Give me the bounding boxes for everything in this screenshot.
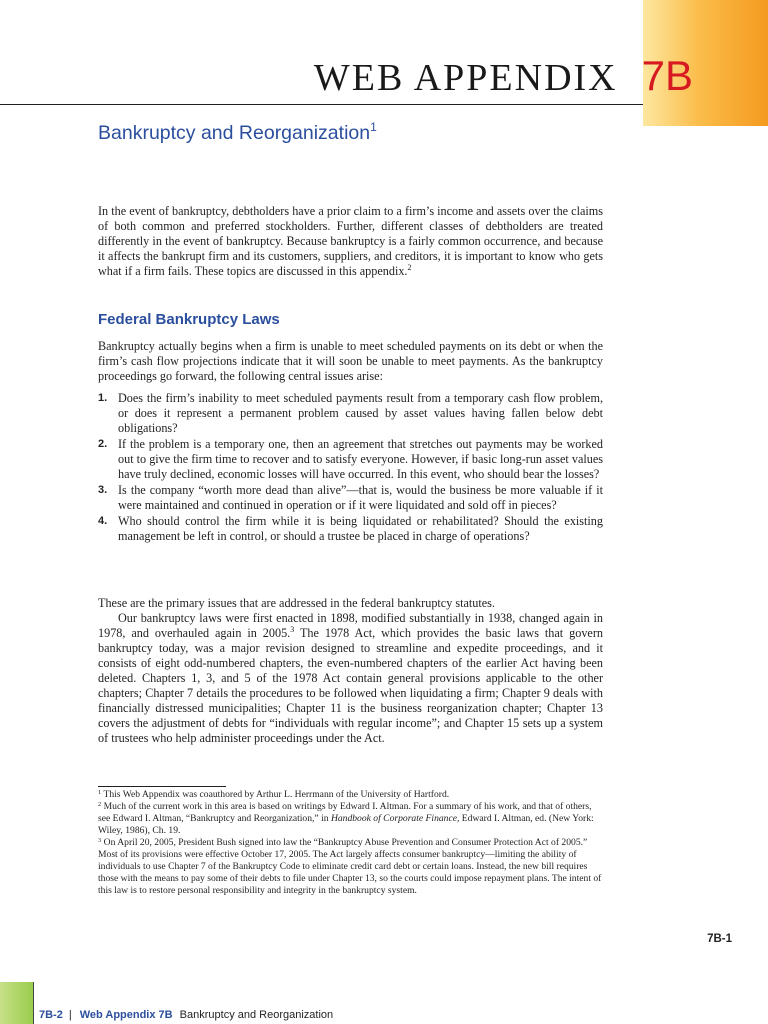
chapter-title xyxy=(98,120,377,145)
history-text-b: The 1978 Act, which provides the basic laws that govern bankruptcy today, was a major revision designed to streamline and expedite proceedings, and it consists of eight odd-numbered chapters, the even-numbered chapters of the earlier Act having been deleted. Chapters 1, 3, and 5 of the 1978 Act contain general provisions applicable to the other chapters; Chapter 7 details the procedures to be followed when liquidating a firm; Chapter 9 deals with financially distressed municipalities; Chapter 11 is the business reorganization chapter; Chapter 13 covers the adjustment of debts for “individuals with regular income”; and Chapter 15 sets up a system of trustees who help administer proceedings under the Act. xyxy=(98,626,603,745)
footer-page-number: 7B-2 xyxy=(39,1009,63,1021)
footnote-mark: 1 xyxy=(98,789,102,796)
footer-divider xyxy=(33,982,34,1024)
footer-title: Bankruptcy and Reorganization xyxy=(179,1009,334,1021)
list-item-number: 1. xyxy=(98,392,108,404)
history-paragraph xyxy=(98,611,603,746)
header-rule xyxy=(0,104,643,105)
footnote-ref-3[interactable]: 3 xyxy=(290,625,295,634)
footnote-1-text: This Web Appendix was coauthored by Arthur L. Herrmann of the University of Hartford. xyxy=(103,789,450,800)
footnote-rule xyxy=(98,786,226,787)
appendix-number: 7B xyxy=(641,52,693,99)
list-item-number: 3. xyxy=(98,484,108,496)
list-item-text: Does the firm’s inability to meet scheduled payments result from a temporary cash flow problem, or does it represent a permanent problem caused by asset values having fallen below debt obligations? xyxy=(118,391,603,435)
list-item-number: 2. xyxy=(98,438,108,450)
footnote-2 xyxy=(98,801,603,837)
list-item-text: Is the company “worth more dead than alive”—that is, would the business be more valuable if it were maintained and continued in operation or if it were liquidated and sold off in pieces? xyxy=(118,483,603,512)
footer-separator: | xyxy=(68,1009,72,1021)
list-item xyxy=(98,514,603,544)
list-item-text: Who should control the firm while it is being liquidated or rehabilitated? Should the existing management be left in control, or should a trustee be placed in charge of operations? xyxy=(118,514,603,543)
footnote-ref-1[interactable]: 1 xyxy=(370,120,377,134)
footnote-mark: 2 xyxy=(98,801,102,808)
footnote-3 xyxy=(98,837,603,897)
appendix-header xyxy=(314,52,693,100)
footnote-3-text: On April 20, 2005, President Bush signed into law the “Bankruptcy Abuse Prevention and Consumer Protection Act of 2005.” Most of its provisions were effective October 17, 2005. The Act largely affects consumer bankruptcy—limiting the ability of individuals to use Chapter 7 of the Bankruptcy Code to eliminate credit card debt or certain loans. Instead, the new bill requires those with the means to pay some of their debts to file under Chapter 13, so the courts could impose repayment plans. The intent of this law is to restore personal responsibility and integrity in the bankruptcy system. xyxy=(98,837,602,896)
footnote-ref-2[interactable]: 2 xyxy=(407,263,412,272)
chapter-title-text: Bankruptcy and Reorganization xyxy=(98,122,371,144)
issues-list xyxy=(98,391,603,545)
page-number: 7B-1 xyxy=(707,933,732,945)
appendix-title: WEB APPENDIX xyxy=(313,57,618,99)
section-lead-paragraph: Bankruptcy actually begins when a firm is unable to meet scheduled payments on its debt or when the firm’s cash flow projections indicate that it will soon be unable to meet payments. As the bankruptcy proceedings go forward, the following central issues arise: xyxy=(98,339,603,383)
intro-paragraph xyxy=(98,204,603,279)
footnote-2-text-a: Much of the current work in this area is based on writings by Edward I. Altman. For a summary of his work, and that of others, see Edward I. Altman, “Bankruptcy and Reorganization,” in xyxy=(98,801,592,824)
list-item-number: 4. xyxy=(98,515,108,527)
footnote-mark: 3 xyxy=(98,837,102,844)
footnotes xyxy=(98,789,603,897)
footnote-2-book-title: Handbook of Corporate Finance xyxy=(330,813,457,824)
list-item xyxy=(98,391,603,436)
footnote-1 xyxy=(98,789,603,801)
list-item xyxy=(98,437,603,482)
intro-text: In the event of bankruptcy, debtholders have a prior claim to a firm’s income and assets over the claims of both common and preferred stockholders. Further, different classes of debtholders are treated differently in the event of bankruptcy. Because bankruptcy is a fairly common occurrence, and because it affects the bankrupt firm and its customers, suppliers, and creditors, it is important to know who gets what if a firm fails. These topics are discussed in this appendix. xyxy=(98,204,603,278)
green-accent-strip xyxy=(0,982,33,1024)
history-text-a: Our bankruptcy laws were first enacted in 1898, modified substantially in 1938, changed again in 1978, and overhauled again in 2005. xyxy=(98,611,603,640)
list-item-text: If the problem is a temporary one, then an agreement that stretches out payments may be worked out to give the firm time to recover and to satisfy everyone. However, if basic long-run asset values have truly declined, economic losses will have occurred. In this event, who should bear the losses? xyxy=(118,437,603,481)
footnote-2-text-b: , Edward I. Altman, ed. (New York: Wiley, 1986), Ch. 19. xyxy=(98,813,594,836)
summary-paragraph: These are the primary issues that are addressed in the federal bankruptcy statutes. xyxy=(98,596,495,610)
section-heading: Federal Bankruptcy Laws xyxy=(98,311,280,328)
running-footer xyxy=(39,1009,333,1021)
list-item xyxy=(98,483,603,513)
footer-label: Web Appendix 7B xyxy=(79,1009,173,1021)
